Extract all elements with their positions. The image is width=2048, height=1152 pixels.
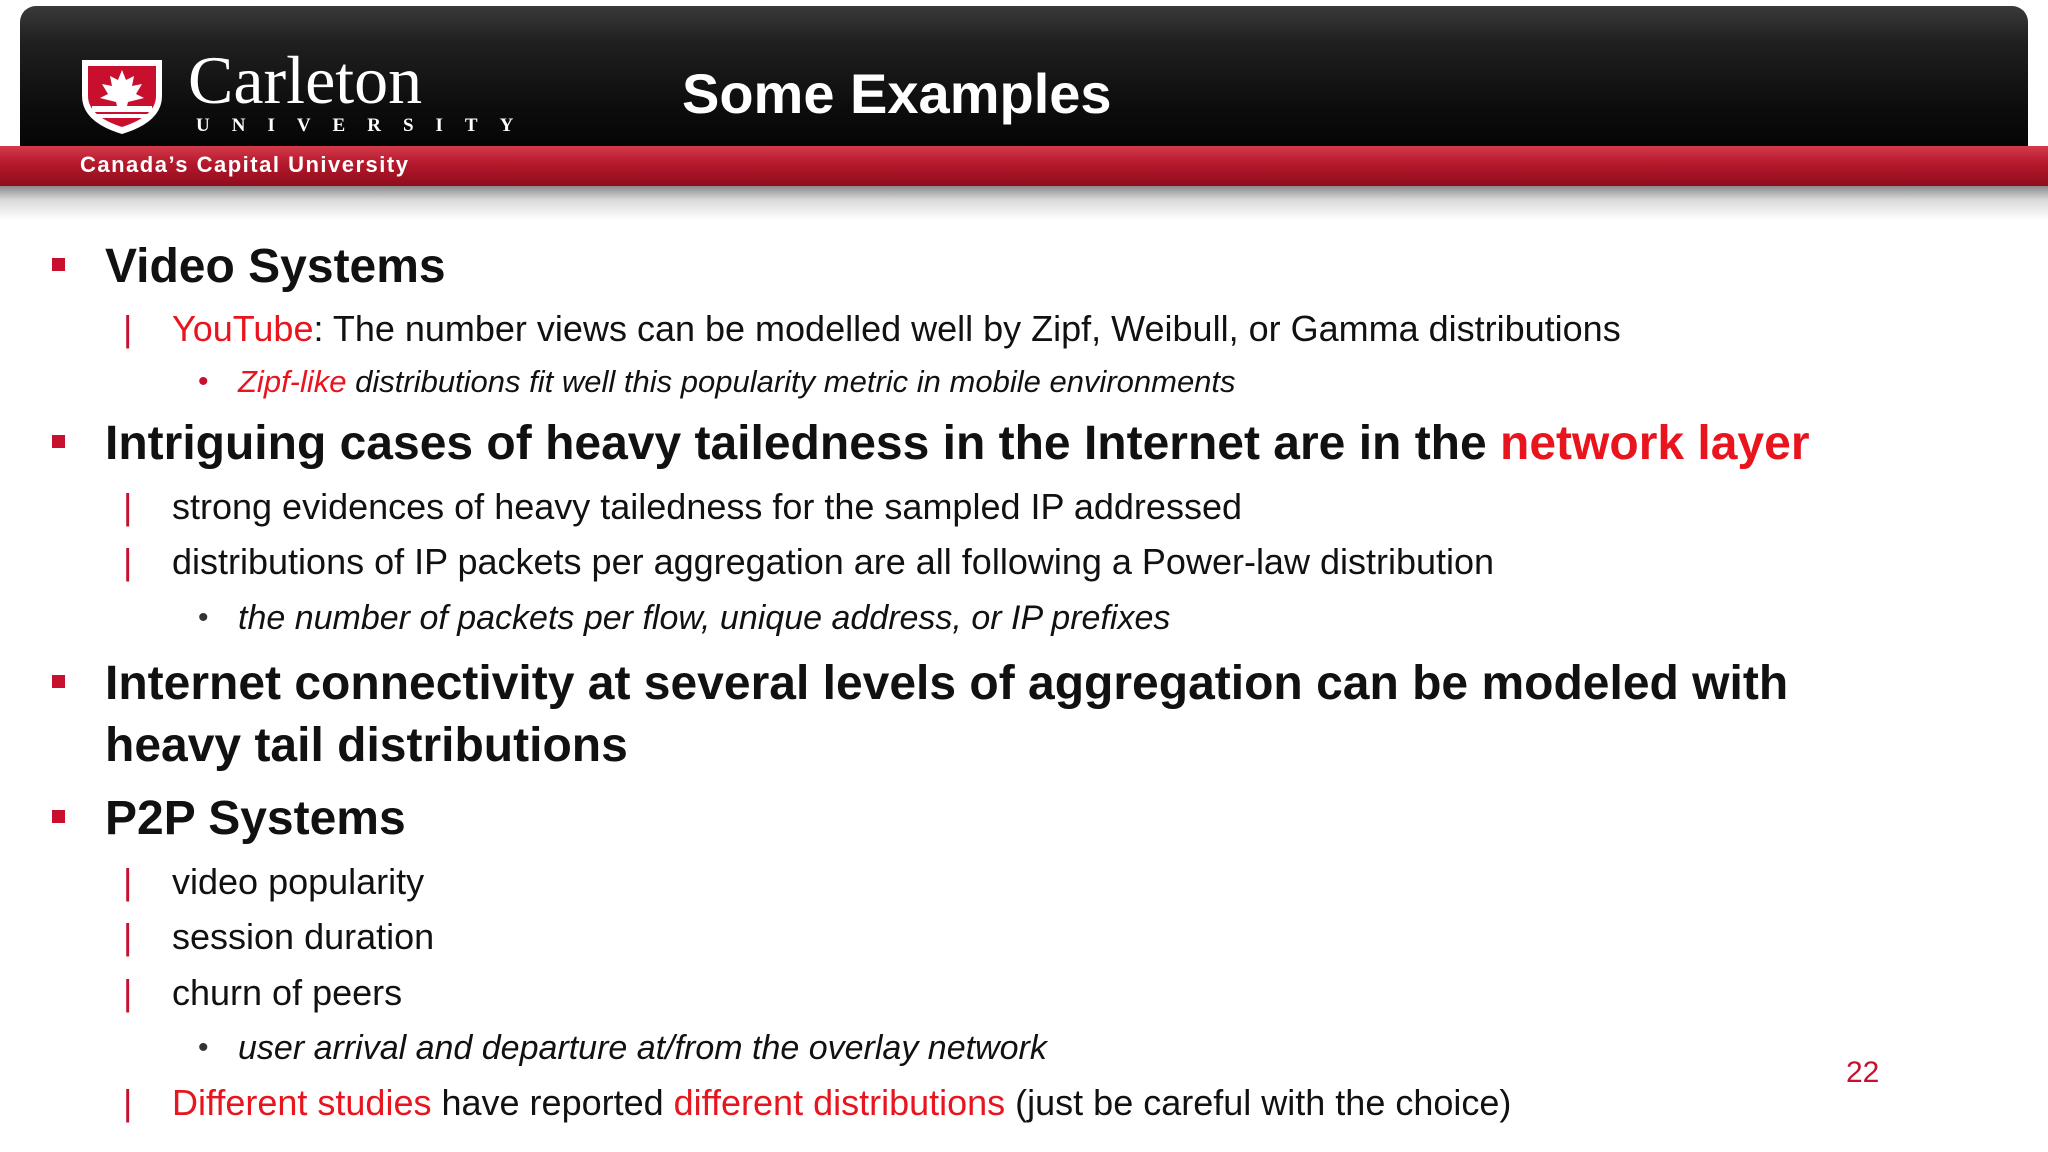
- different-distributions-label: different distributions: [673, 1082, 1006, 1123]
- square-bullet-icon: [52, 258, 65, 271]
- studies-end-text: (just be careful with the choice): [1005, 1082, 1512, 1123]
- network-heading-prefix: Intriguing cases of heavy tailedness in the Internet are in the: [105, 417, 1501, 470]
- bar-bullet-icon: |: [123, 486, 133, 527]
- sub-bullet-text: video popularity: [172, 861, 425, 902]
- sub-bullet-text: [172, 307, 1621, 351]
- youtube-label: YouTube: [172, 308, 314, 349]
- network-layer-highlight: network layer: [1500, 417, 1810, 470]
- zipf-label: Zipf-like: [238, 364, 347, 399]
- youtube-text: : The number views can be modelled well by Zipf, Weibull, or Gamma distributions: [313, 308, 1621, 349]
- carleton-shield-icon: [78, 56, 166, 136]
- bar-bullet-icon: |: [123, 541, 133, 582]
- sub-bullet-text: [172, 1081, 1511, 1125]
- dot-bullet-icon: •: [198, 1031, 209, 1064]
- square-bullet-icon: [52, 675, 65, 688]
- square-bullet-icon: [52, 810, 65, 823]
- zipf-text: distributions fit well this popularity metric in mobile environments: [346, 364, 1236, 399]
- bar-bullet-icon: |: [123, 308, 133, 349]
- different-studies-label: Different studies: [172, 1082, 432, 1123]
- header-shadow: [0, 186, 2048, 220]
- sub-sub-bullet-text: the number of packets per flow, unique address, or IP prefixes: [238, 599, 1171, 637]
- dot-bullet-icon: •: [198, 601, 209, 634]
- logo-subtitle: UNIVERSITY: [196, 115, 536, 136]
- sub-sub-bullet-text: [238, 361, 1236, 403]
- studies-mid-text: have reported: [431, 1082, 674, 1123]
- sub-sub-bullet-text: user arrival and departure at/from the overlay network: [238, 1029, 1047, 1067]
- bar-bullet-icon: |: [123, 916, 133, 957]
- dot-bullet-icon: •: [198, 365, 209, 398]
- heading-text: Video Systems: [105, 240, 446, 293]
- heading-text: [105, 413, 1810, 475]
- heading-text: P2P Systems: [105, 792, 406, 845]
- university-tagline: Canada’s Capital University: [80, 152, 410, 177]
- bar-bullet-icon: |: [123, 972, 133, 1013]
- slide-title: Some Examples: [682, 62, 1112, 125]
- page-number: 22: [1846, 1056, 1880, 1089]
- bar-bullet-icon: |: [123, 1082, 133, 1123]
- bar-bullet-icon: |: [123, 861, 133, 902]
- logo-wordmark: Carleton: [188, 42, 423, 118]
- heading-text-line2: heavy tail distributions: [105, 719, 628, 772]
- sub-bullet-text: session duration: [172, 916, 435, 957]
- heading-text-line1: Internet connectivity at several levels of aggregation can be modeled with: [105, 657, 1789, 710]
- sub-bullet-text: distributions of IP packets per aggregation are all following a Power-law distribution: [172, 541, 1495, 582]
- sub-bullet-text: strong evidences of heavy tailedness for the sampled IP addressed: [172, 486, 1242, 527]
- square-bullet-icon: [52, 435, 65, 448]
- sub-bullet-text: churn of peers: [172, 972, 403, 1013]
